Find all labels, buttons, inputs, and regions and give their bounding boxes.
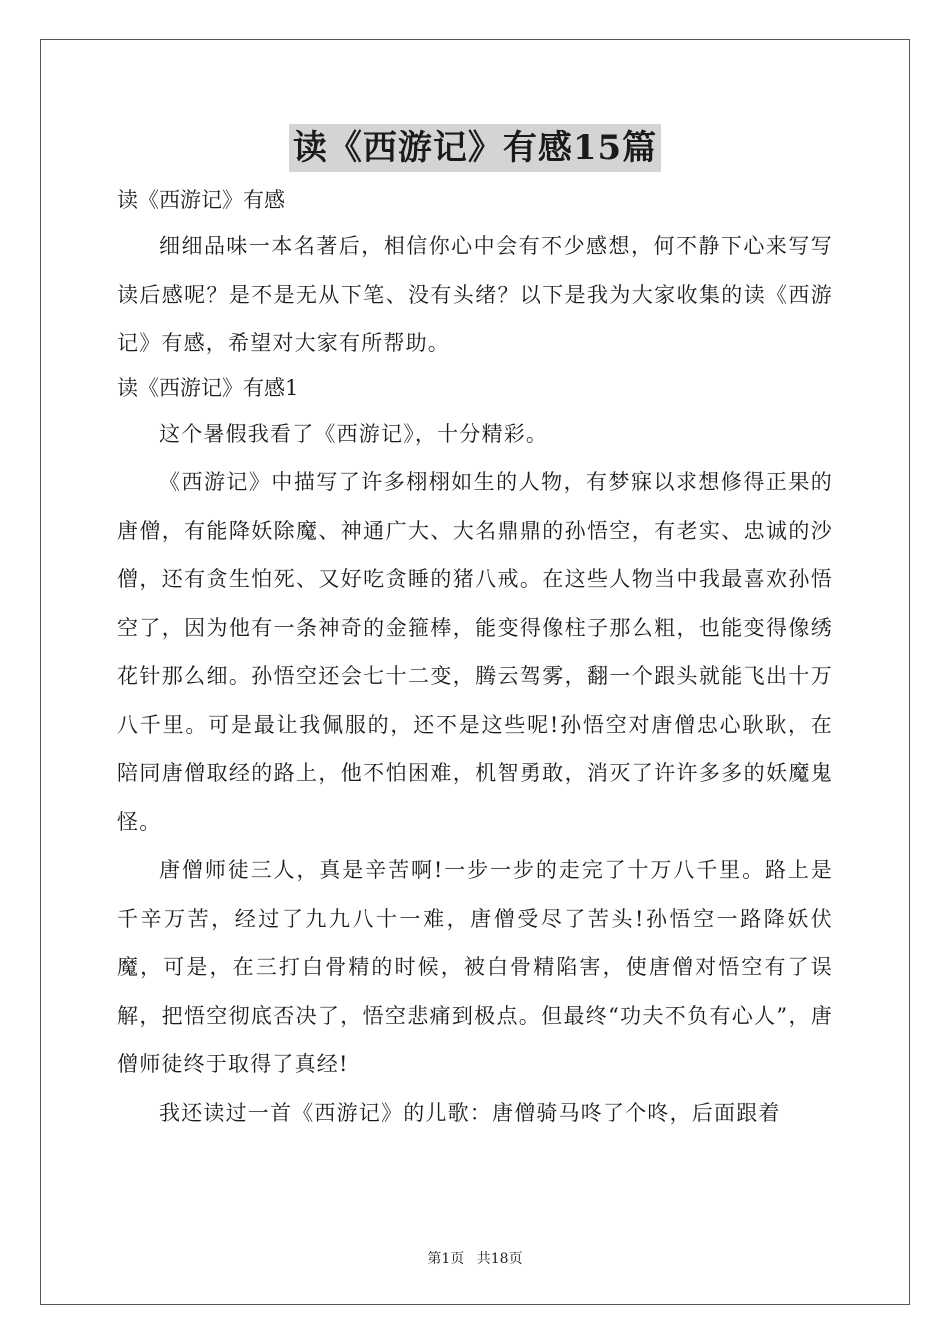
section-heading: 读《西游记》有感	[117, 188, 285, 212]
body-paragraph: 《西游记》中描写了许多栩栩如生的人物，有梦寐以求想修得正果的唐僧，有能降妖除魔、神通广大、大名鼎鼎的孙悟空，有老实、忠诚的沙僧，还有贪生怕死、又好吃贪睡的猪八戒。在这些人物当中我最喜欢孙悟空了，因为他有一条神奇的金箍棒，能变得像柱子那么粗，也能变得像绣花针那么细。孙悟空还会七十二变，腾云驾雾，翻一个跟头就能飞出十万八千里。可是最让我佩服的，还不是这些呢!孙悟空对唐僧忠心耿耿，在陪同唐僧取经的路上，他不怕困难，机智勇敢，消灭了许许多多的妖魔鬼怪。	[117, 470, 833, 834]
body-paragraph: 我还读过一首《西游记》的儿歌：唐僧骑马咚了个咚，后面跟着	[159, 1100, 781, 1125]
body-paragraph: 唐僧师徒三人，真是辛苦啊!一步一步的走完了十万八千里。路上是千辛万苦，经过了九九八十一难，唐僧受尽了苦头!孙悟空一路降妖伏魔，可是，在三打白骨精的时候，被白骨精陷害，使唐僧对悟空有了误解，把悟空彻底否决了，悟空悲痛到极点。但最终“功夫不负有心人”，唐僧师徒终于取得了真经!	[117, 858, 833, 1076]
body-paragraph: 细细品味一本名著后，相信你心中会有不少感想，何不静下心来写写读后感呢？是不是无从下笔、没有头绪？以下是我为大家收集的读《西游记》有感，希望对大家有所帮助。	[117, 234, 833, 355]
page-total: 共18页	[476, 1251, 523, 1267]
body-paragraph: 这个暑假我看了《西游记》，十分精彩。	[159, 421, 549, 446]
page-number: 第1页	[427, 1251, 465, 1267]
document-body	[117, 180, 833, 1137]
document-title: 读《西游记》有感15篇	[289, 124, 661, 172]
title-container	[0, 124, 950, 172]
page-footer	[0, 1248, 950, 1268]
section-heading: 读《西游记》有感1	[117, 375, 299, 400]
